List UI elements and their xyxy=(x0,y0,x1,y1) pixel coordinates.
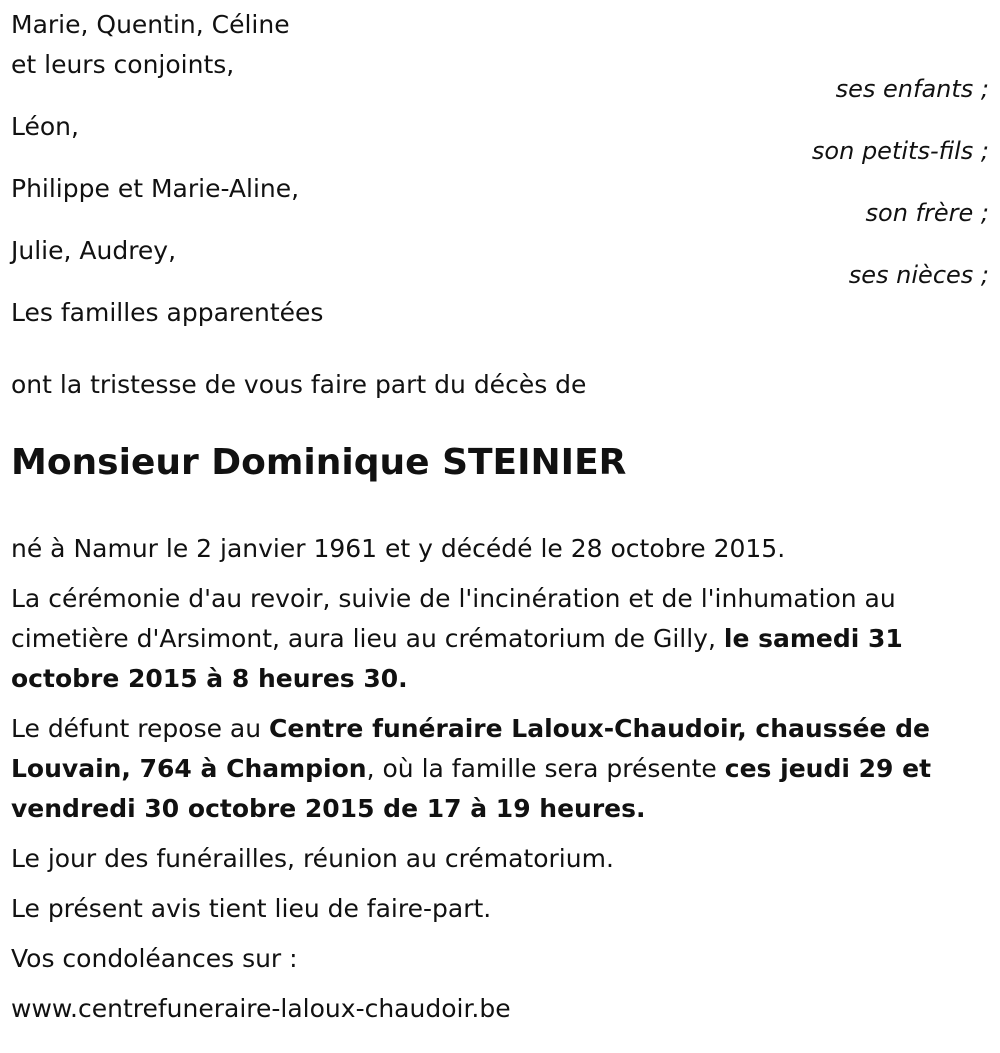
family-group-brother xyxy=(11,169,989,225)
family-names-line: Philippe et Marie-Aline, xyxy=(11,174,300,203)
ceremony-paragraph xyxy=(11,579,989,699)
repose-middle: , où la famille sera présente xyxy=(366,754,725,783)
family-group-relatives xyxy=(11,293,989,333)
family-group-children xyxy=(11,5,989,101)
obituary-notice xyxy=(11,5,989,1039)
intro-text: ont la tristesse de vous faire part du décès de xyxy=(11,370,587,399)
family-group-grandson xyxy=(11,107,989,163)
repose-prefix: Le défunt repose au xyxy=(11,714,270,743)
ceremony-date: le samedi 31 octobre 2015 à 8 heures 30. xyxy=(11,624,903,693)
website-link[interactable]: www.centrefuneraire-laloux-chaudoir.be xyxy=(11,994,511,1023)
family-names-line: Les familles apparentées xyxy=(11,298,324,327)
condolences-label: Vos condoléances sur : xyxy=(11,944,298,973)
family-role: ses nièces ; xyxy=(848,261,989,289)
family-names-line: Marie, Quentin, Céline xyxy=(11,10,290,39)
repose-paragraph xyxy=(11,709,989,829)
birth-death-text: né à Namur le 2 janvier 1961 et y décédé le 28 octobre 2015. xyxy=(11,534,786,563)
notice-text: Le présent avis tient lieu de faire-part. xyxy=(11,894,492,923)
deceased-name: Monsieur Dominique STEINIER xyxy=(11,442,627,483)
family-role: son frère ; xyxy=(865,199,989,227)
repose-visit-times: ces jeudi 29 et vendredi 30 octobre 2015 de 17 à 19 heures. xyxy=(11,754,932,823)
family-names-line: Léon, xyxy=(11,112,79,141)
repose-place: Centre funéraire Laloux-Chaudoir, chaussée de Louvain, 764 à Champion xyxy=(11,714,930,783)
family-names-line: et leurs conjoints, xyxy=(11,50,235,79)
family-role: ses enfants ; xyxy=(835,75,989,103)
family-role: son petits-fils ; xyxy=(811,137,989,165)
family-names-line: Julie, Audrey, xyxy=(11,236,177,265)
family-group-nieces xyxy=(11,231,989,287)
funeral-day-text: Le jour des funérailles, réunion au crématorium. xyxy=(11,844,614,873)
ceremony-text: La cérémonie d'au revoir, suivie de l'incinération et de l'inhumation au cimetière d'Arsimont, aura lieu au crématorium de Gilly, xyxy=(11,584,896,653)
